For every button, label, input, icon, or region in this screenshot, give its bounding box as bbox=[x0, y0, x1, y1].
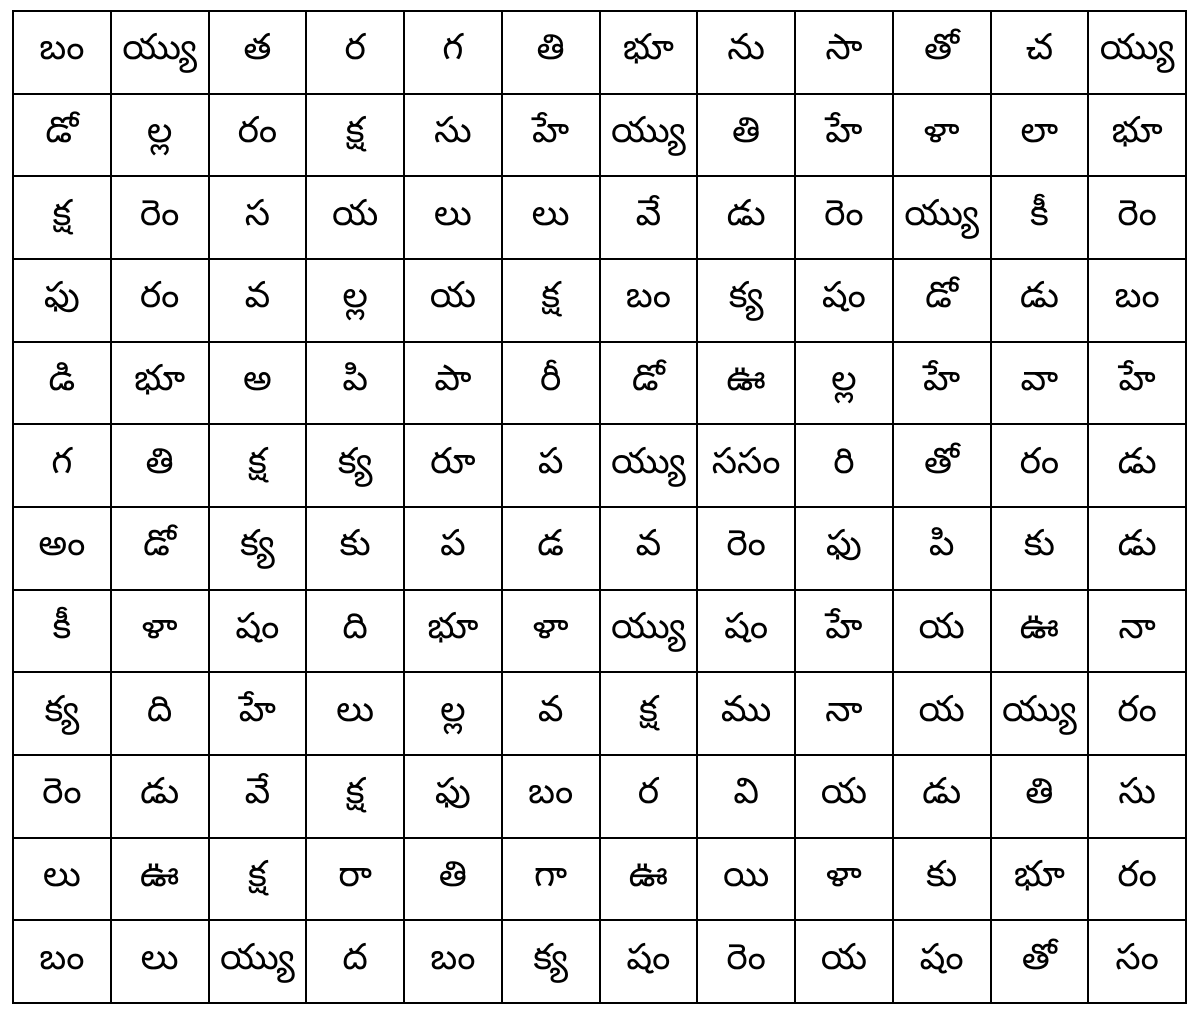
grid-cell[interactable]: చ bbox=[991, 11, 1089, 94]
grid-cell[interactable]: భూ bbox=[991, 838, 1089, 921]
grid-cell[interactable]: తో bbox=[991, 920, 1089, 1003]
grid-cell[interactable]: రూ bbox=[404, 424, 502, 507]
grid-cell[interactable]: బం bbox=[404, 920, 502, 1003]
grid-cell[interactable]: కీ bbox=[13, 590, 111, 673]
grid-cell[interactable]: య్యు bbox=[1088, 11, 1186, 94]
grid-cell[interactable]: కీ bbox=[991, 176, 1089, 259]
grid-cell[interactable]: ప bbox=[502, 424, 600, 507]
grid-cell[interactable]: షం bbox=[697, 590, 795, 673]
grid-cell[interactable]: క్ష bbox=[600, 672, 698, 755]
grid-cell[interactable]: డు bbox=[1088, 507, 1186, 590]
grid-cell[interactable]: డో bbox=[13, 94, 111, 177]
grid-cell[interactable]: తి bbox=[502, 11, 600, 94]
grid-cell[interactable]: షం bbox=[209, 590, 307, 673]
grid-cell[interactable]: స bbox=[209, 176, 307, 259]
grid-cell[interactable]: క్ష bbox=[209, 424, 307, 507]
grid-row bbox=[13, 94, 1186, 177]
grid-cell[interactable]: అ bbox=[209, 342, 307, 425]
grid-cell[interactable]: క్ష bbox=[502, 259, 600, 342]
grid-cell[interactable]: గా bbox=[502, 838, 600, 921]
grid-cell[interactable]: య bbox=[795, 920, 893, 1003]
grid-row bbox=[13, 672, 1186, 755]
grid-cell[interactable]: రం bbox=[111, 259, 209, 342]
grid-cell[interactable]: హే bbox=[893, 342, 991, 425]
grid-cell[interactable]: తి bbox=[697, 94, 795, 177]
grid-cell[interactable]: పా bbox=[404, 342, 502, 425]
grid-cell[interactable]: త bbox=[209, 11, 307, 94]
grid-cell[interactable]: డో bbox=[600, 342, 698, 425]
grid-cell[interactable]: లు bbox=[306, 672, 404, 755]
grid-cell[interactable]: రెం bbox=[697, 507, 795, 590]
grid-cell[interactable]: వే bbox=[209, 755, 307, 838]
grid-row bbox=[13, 424, 1186, 507]
grid-cell[interactable]: నా bbox=[795, 672, 893, 755]
grid-cell[interactable]: బం bbox=[13, 920, 111, 1003]
grid-cell[interactable]: బం bbox=[502, 755, 600, 838]
grid-cell[interactable]: ళా bbox=[111, 590, 209, 673]
grid-row bbox=[13, 176, 1186, 259]
grid-cell[interactable]: నా bbox=[1088, 590, 1186, 673]
grid-cell[interactable]: య్యు bbox=[600, 94, 698, 177]
grid-cell[interactable]: వ bbox=[209, 259, 307, 342]
grid-cell[interactable]: భూ bbox=[600, 11, 698, 94]
grid-cell[interactable]: తి bbox=[111, 424, 209, 507]
grid-cell[interactable]: రి bbox=[795, 424, 893, 507]
grid-cell[interactable]: డు bbox=[1088, 424, 1186, 507]
grid-cell[interactable]: క్య bbox=[306, 424, 404, 507]
grid-cell[interactable]: ల్ల bbox=[306, 259, 404, 342]
grid-cell[interactable]: గ bbox=[404, 11, 502, 94]
grid-cell[interactable]: షం bbox=[795, 259, 893, 342]
grid-cell[interactable]: గ bbox=[13, 424, 111, 507]
grid-cell[interactable]: డో bbox=[111, 507, 209, 590]
grid-cell[interactable]: య్యు bbox=[600, 590, 698, 673]
grid-row bbox=[13, 755, 1186, 838]
grid-cell[interactable]: హే bbox=[1088, 342, 1186, 425]
grid-cell[interactable]: యి bbox=[697, 838, 795, 921]
grid-cell[interactable]: బం bbox=[13, 11, 111, 94]
grid-row bbox=[13, 838, 1186, 921]
grid-cell[interactable]: య bbox=[893, 590, 991, 673]
grid-cell[interactable]: కు bbox=[306, 507, 404, 590]
grid-cell[interactable]: రెం bbox=[13, 755, 111, 838]
grid-cell[interactable]: తి bbox=[404, 838, 502, 921]
grid-body bbox=[13, 11, 1186, 1003]
grid-row bbox=[13, 590, 1186, 673]
grid-cell[interactable]: క్ష bbox=[13, 176, 111, 259]
grid-cell[interactable]: రం bbox=[1088, 672, 1186, 755]
grid-cell[interactable]: ను bbox=[697, 11, 795, 94]
grid-row bbox=[13, 342, 1186, 425]
word-search-grid bbox=[12, 10, 1187, 1004]
grid-cell[interactable]: ససం bbox=[697, 424, 795, 507]
grid-cell[interactable]: రెం bbox=[795, 176, 893, 259]
grid-cell[interactable]: రా bbox=[306, 838, 404, 921]
grid-cell[interactable]: షం bbox=[600, 920, 698, 1003]
grid-cell[interactable]: య్యు bbox=[209, 920, 307, 1003]
grid-cell[interactable]: భూ bbox=[404, 590, 502, 673]
grid-cell[interactable]: హే bbox=[795, 590, 893, 673]
grid-cell[interactable]: హే bbox=[502, 94, 600, 177]
grid-cell[interactable]: క్య bbox=[697, 259, 795, 342]
grid-cell[interactable]: పి bbox=[893, 507, 991, 590]
grid-cell[interactable]: కు bbox=[893, 838, 991, 921]
grid-cell[interactable]: డు bbox=[991, 259, 1089, 342]
grid-cell[interactable]: య్యు bbox=[893, 176, 991, 259]
grid-cell[interactable]: ఊ bbox=[991, 590, 1089, 673]
grid-cell[interactable]: రీ bbox=[502, 342, 600, 425]
grid-cell[interactable]: డు bbox=[111, 755, 209, 838]
grid-cell[interactable]: రెం bbox=[1088, 176, 1186, 259]
grid-cell[interactable]: ఊ bbox=[600, 838, 698, 921]
grid-cell[interactable]: హే bbox=[795, 94, 893, 177]
grid-cell[interactable]: ఫు bbox=[13, 259, 111, 342]
grid-cell[interactable]: క్ష bbox=[209, 838, 307, 921]
grid-cell[interactable]: తో bbox=[893, 11, 991, 94]
grid-cell[interactable]: సు bbox=[1088, 755, 1186, 838]
grid-cell[interactable]: లు bbox=[111, 920, 209, 1003]
grid-cell[interactable]: క్య bbox=[502, 920, 600, 1003]
grid-cell[interactable]: అం bbox=[13, 507, 111, 590]
grid-cell[interactable]: వ bbox=[600, 507, 698, 590]
grid-cell[interactable]: డు bbox=[697, 176, 795, 259]
grid-cell[interactable]: క్య bbox=[13, 672, 111, 755]
grid-cell[interactable]: భూ bbox=[111, 342, 209, 425]
grid-cell[interactable]: య bbox=[404, 259, 502, 342]
grid-cell[interactable]: య bbox=[893, 672, 991, 755]
grid-cell[interactable]: డు bbox=[893, 755, 991, 838]
grid-cell[interactable]: ర bbox=[306, 11, 404, 94]
grid-cell[interactable]: ద bbox=[306, 920, 404, 1003]
grid-cell[interactable]: హే bbox=[209, 672, 307, 755]
grid-cell[interactable]: సు bbox=[404, 94, 502, 177]
grid-cell[interactable]: వి bbox=[697, 755, 795, 838]
grid-cell[interactable]: ది bbox=[306, 590, 404, 673]
grid-cell[interactable]: ళా bbox=[893, 94, 991, 177]
grid-cell[interactable]: రం bbox=[991, 424, 1089, 507]
grid-cell[interactable]: డ bbox=[502, 507, 600, 590]
grid-cell[interactable]: ఫు bbox=[404, 755, 502, 838]
grid-cell[interactable]: ఊ bbox=[697, 342, 795, 425]
grid-cell[interactable]: ళా bbox=[502, 590, 600, 673]
grid-cell[interactable]: ల్ల bbox=[404, 672, 502, 755]
grid-row bbox=[13, 507, 1186, 590]
grid-cell[interactable]: కు bbox=[991, 507, 1089, 590]
grid-cell[interactable]: రెం bbox=[111, 176, 209, 259]
grid-cell[interactable]: లు bbox=[404, 176, 502, 259]
grid-cell[interactable]: ఫు bbox=[795, 507, 893, 590]
grid-cell[interactable]: య్యు bbox=[991, 672, 1089, 755]
grid-cell[interactable]: క్య bbox=[209, 507, 307, 590]
grid-cell[interactable]: ది bbox=[111, 672, 209, 755]
grid-cell[interactable]: రెం bbox=[697, 920, 795, 1003]
grid-cell[interactable]: రం bbox=[1088, 838, 1186, 921]
grid-cell[interactable]: లా bbox=[991, 94, 1089, 177]
grid-cell[interactable]: భూ bbox=[1088, 94, 1186, 177]
grid-cell[interactable]: ము bbox=[697, 672, 795, 755]
grid-cell[interactable]: య్యు bbox=[600, 424, 698, 507]
grid-cell[interactable]: క్ష bbox=[306, 94, 404, 177]
grid-cell[interactable]: ప bbox=[404, 507, 502, 590]
grid-row bbox=[13, 259, 1186, 342]
grid-cell[interactable]: ర bbox=[600, 755, 698, 838]
grid-cell[interactable]: వే bbox=[600, 176, 698, 259]
grid-cell[interactable]: ళా bbox=[795, 838, 893, 921]
grid-cell[interactable]: రం bbox=[209, 94, 307, 177]
grid-cell[interactable]: బం bbox=[600, 259, 698, 342]
grid-cell[interactable]: డి bbox=[13, 342, 111, 425]
grid-cell[interactable]: వా bbox=[991, 342, 1089, 425]
grid-cell[interactable]: క్ష bbox=[306, 755, 404, 838]
grid-cell[interactable]: సం bbox=[1088, 920, 1186, 1003]
grid-cell[interactable]: వ bbox=[502, 672, 600, 755]
grid-cell[interactable]: ల్ల bbox=[795, 342, 893, 425]
grid-cell[interactable]: య bbox=[306, 176, 404, 259]
grid-cell[interactable]: య bbox=[795, 755, 893, 838]
grid-row bbox=[13, 11, 1186, 94]
grid-cell[interactable]: లు bbox=[502, 176, 600, 259]
grid-cell[interactable]: తి bbox=[991, 755, 1089, 838]
grid-cell[interactable]: య్యు bbox=[111, 11, 209, 94]
grid-cell[interactable]: ల్ల bbox=[111, 94, 209, 177]
grid-cell[interactable]: తో bbox=[893, 424, 991, 507]
grid-cell[interactable]: డో bbox=[893, 259, 991, 342]
grid-cell[interactable]: బం bbox=[1088, 259, 1186, 342]
grid-row bbox=[13, 920, 1186, 1003]
grid-cell[interactable]: ఊ bbox=[111, 838, 209, 921]
grid-cell[interactable]: షం bbox=[893, 920, 991, 1003]
grid-cell[interactable]: సా bbox=[795, 11, 893, 94]
grid-cell[interactable]: లు bbox=[13, 838, 111, 921]
grid-cell[interactable]: పి bbox=[306, 342, 404, 425]
